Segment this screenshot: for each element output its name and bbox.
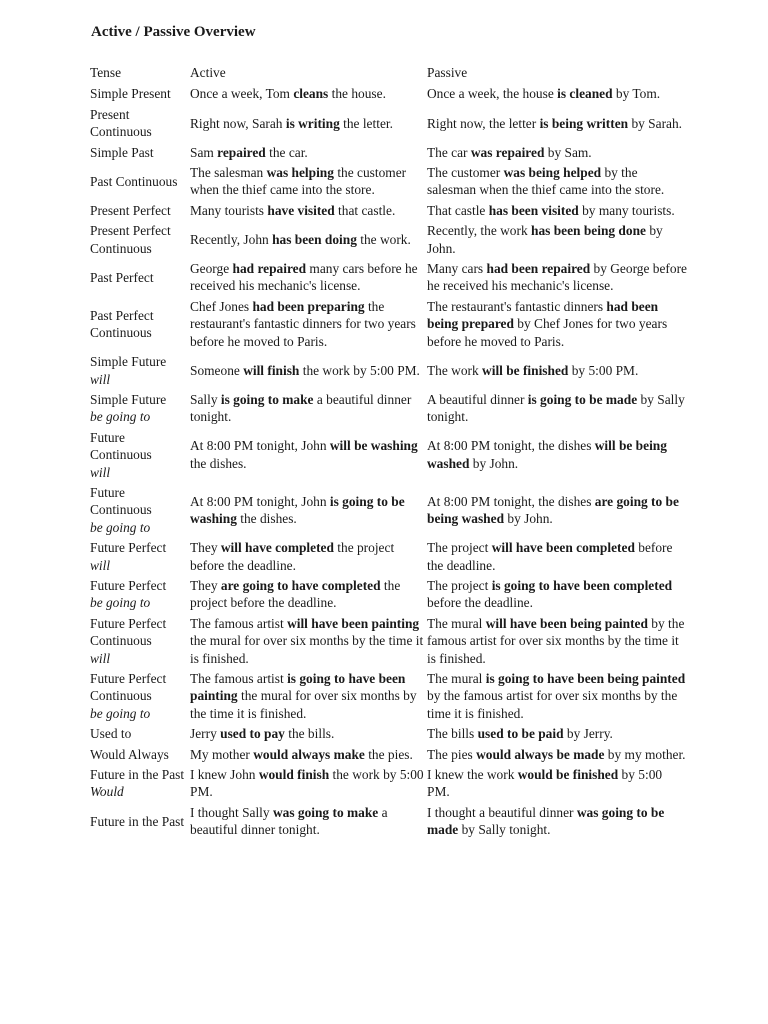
- active-sentence: [189, 389, 426, 427]
- active-sentence: [189, 744, 426, 764]
- table-row: [89, 669, 689, 724]
- sentence-text: by the famous artist for over six months by the time it is finished.: [427, 688, 678, 721]
- tense-aspect: Would: [90, 784, 124, 800]
- tense-name: Simple Future: [90, 354, 167, 370]
- sentence-text: the pies.: [364, 746, 413, 762]
- verb-phrase: used to be paid: [477, 726, 564, 742]
- tense-aspect: be going to: [90, 519, 151, 535]
- tense-name: Future Continuous: [90, 429, 152, 463]
- sentence-text: The mural: [427, 671, 486, 686]
- active-sentence: [189, 427, 426, 482]
- sentence-text: Right now, the letter: [427, 115, 540, 131]
- table-row: [89, 802, 689, 840]
- table-row: [89, 389, 689, 427]
- table-row: [89, 427, 689, 482]
- active-sentence: [189, 724, 426, 744]
- sentence-text: I knew John: [190, 767, 259, 783]
- sentence-text: by Sarah.: [628, 115, 683, 131]
- sentence-text: Someone: [190, 362, 244, 378]
- passive-sentence: [426, 389, 689, 427]
- active-sentence: [189, 669, 426, 724]
- table-header-row: [89, 62, 689, 84]
- sentence-text: a beautiful dinner tonight.: [190, 804, 388, 838]
- active-sentence: [189, 104, 426, 142]
- passive-sentence: [426, 296, 689, 351]
- sentence-text: the work.: [356, 231, 411, 247]
- sentence-text: Many tourists: [190, 202, 268, 218]
- passive-sentence: [426, 802, 689, 840]
- sentence-text: At 8:00 PM tonight, John: [190, 493, 330, 509]
- sentence-text: Recently, the work: [427, 223, 531, 239]
- active-sentence: [189, 142, 426, 162]
- verb-phrase: will finish: [243, 362, 300, 378]
- sentence-text: by Chef Jones for two years before he moved to Paris.: [427, 316, 668, 349]
- table-row: [89, 296, 689, 351]
- sentence-text: They: [190, 577, 221, 593]
- header-active: Active: [190, 64, 226, 80]
- tense-aspect: be going to: [90, 595, 151, 611]
- verb-phrase: have visited: [267, 202, 335, 218]
- tense-table-body: [89, 62, 689, 840]
- table-row: [89, 221, 689, 259]
- sentence-text: by the salesman when the thief came into the store.: [427, 165, 665, 198]
- tense-cell: [89, 352, 189, 390]
- verb-phrase: used to pay: [220, 726, 285, 742]
- passive-sentence: [426, 575, 689, 613]
- passive-sentence: [426, 163, 689, 201]
- tense-aspect: will: [90, 557, 111, 573]
- sentence-text: The salesman: [190, 165, 267, 181]
- sentence-text: The project: [427, 540, 492, 556]
- active-sentence: [189, 352, 426, 390]
- table-row: [89, 575, 689, 613]
- active-sentence: [189, 200, 426, 220]
- verb-phrase: was repaired: [470, 144, 545, 160]
- verb-phrase: has been being done: [531, 223, 646, 239]
- tense-cell: [89, 765, 189, 803]
- passive-sentence: [426, 613, 689, 668]
- sentence-text: by many tourists.: [578, 202, 675, 218]
- sentence-text: by John.: [469, 455, 519, 471]
- tense-name: Future Perfect: [90, 577, 167, 593]
- table-row: [89, 142, 689, 162]
- verb-phrase: is going to be washing: [190, 493, 405, 527]
- verb-phrase: are going to be being washed: [427, 493, 679, 527]
- tense-name: Future Perfect: [90, 540, 167, 556]
- table-row: [89, 163, 689, 201]
- tense-cell: [89, 259, 189, 297]
- sentence-text: the house.: [328, 86, 386, 102]
- verb-phrase: are going to have completed: [220, 577, 381, 593]
- sentence-text: The famous artist: [190, 615, 288, 631]
- verb-phrase: is going to make: [220, 391, 314, 407]
- tense-cell: [89, 296, 189, 351]
- sentence-text: A beautiful dinner: [427, 391, 528, 407]
- tense-cell: [89, 482, 189, 537]
- verb-phrase: would be finished: [517, 767, 619, 783]
- tense-name: Present Continuous: [90, 106, 152, 140]
- sentence-text: the bills.: [284, 726, 335, 742]
- tense-cell: [89, 84, 189, 104]
- tense-name: Present Perfect Continuous: [90, 223, 171, 256]
- tense-cell: [89, 389, 189, 427]
- sentence-text: that castle.: [334, 202, 396, 218]
- verb-phrase: would always be made: [476, 746, 605, 762]
- sentence-text: My mother: [190, 746, 254, 762]
- tense-cell: [89, 575, 189, 613]
- tense-name: Past Continuous: [90, 173, 178, 189]
- passive-sentence: [426, 142, 689, 162]
- sentence-text: The famous artist: [190, 671, 288, 686]
- sentence-text: the mural for over six months by the time it is finished.: [190, 633, 424, 666]
- verb-phrase: had been preparing: [252, 298, 365, 314]
- verb-phrase: is being written: [539, 115, 629, 131]
- sentence-text: by John.: [504, 511, 553, 527]
- table-row: [89, 744, 689, 764]
- sentence-text: by Sam.: [544, 144, 592, 160]
- sentence-text: Recently, John: [190, 231, 273, 247]
- table-row: [89, 765, 689, 803]
- active-sentence: [189, 802, 426, 840]
- tense-name: Future in the Past: [90, 813, 185, 829]
- active-sentence: [189, 575, 426, 613]
- verb-phrase: had repaired: [232, 261, 307, 277]
- sentence-text: Sam: [190, 144, 218, 160]
- verb-phrase: is going to have been completed: [491, 577, 673, 593]
- passive-sentence: [426, 724, 689, 744]
- verb-phrase: repaired: [217, 144, 266, 160]
- sentence-text: by Sally tonight.: [427, 391, 685, 425]
- sentence-text: the car.: [265, 144, 308, 160]
- active-sentence: [189, 613, 426, 668]
- verb-phrase: will have been being painted: [485, 615, 648, 631]
- tense-cell: [89, 163, 189, 201]
- sentence-text: At 8:00 PM tonight, John: [190, 438, 330, 454]
- verb-phrase: is going to have been painting: [190, 671, 406, 704]
- sentence-text: The customer: [427, 165, 504, 181]
- sentence-text: the mural for over six months by the time it is finished.: [190, 688, 417, 721]
- sentence-text: I thought Sally: [190, 804, 273, 820]
- passive-sentence: [426, 427, 689, 482]
- tense-cell: [89, 724, 189, 744]
- tense-cell: [89, 744, 189, 764]
- header-passive: Passive: [427, 64, 468, 80]
- verb-phrase: was going to be made: [427, 804, 665, 838]
- verb-phrase: will be washing: [329, 438, 418, 454]
- sentence-text: the work by 5:00 PM.: [190, 767, 424, 800]
- active-sentence: [189, 296, 426, 351]
- table-row: [89, 259, 689, 297]
- passive-sentence: [426, 104, 689, 142]
- verb-phrase: was going to make: [272, 804, 379, 820]
- sentence-text: Once a week, the house: [427, 86, 558, 102]
- active-sentence: [189, 482, 426, 537]
- sentence-text: by 5:00 PM.: [427, 767, 663, 800]
- passive-sentence: [426, 765, 689, 803]
- sentence-text: the customer when the thief came into the store.: [190, 165, 407, 198]
- sentence-text: by 5:00 PM.: [568, 362, 639, 378]
- verb-phrase: was helping: [266, 165, 334, 181]
- sentence-text: The car: [427, 144, 471, 160]
- tense-name: Would Always: [90, 746, 169, 762]
- tense-name: Future Perfect Continuous: [90, 615, 167, 649]
- sentence-text: by the famous artist for over six months by the time it is finished.: [427, 615, 685, 666]
- sentence-text: a beautiful dinner tonight.: [190, 391, 412, 425]
- passive-sentence: [426, 352, 689, 390]
- sentence-text: Right now, Sarah: [190, 115, 286, 131]
- sentence-text: The pies: [427, 746, 477, 762]
- sentence-text: the dishes.: [236, 511, 297, 527]
- tense-name: Simple Past: [90, 144, 154, 160]
- tense-aspect: will: [90, 464, 111, 480]
- sentence-text: many cars before he received his mechanic's license.: [190, 261, 418, 294]
- tense-name: Simple Future: [90, 391, 167, 407]
- sentence-text: before the deadline.: [427, 595, 533, 611]
- tense-name: Past Perfect: [90, 269, 154, 285]
- tense-cell: [89, 200, 189, 220]
- tense-cell: [89, 669, 189, 724]
- table-row: [89, 200, 689, 220]
- sentence-text: The restaurant's fantastic dinners: [427, 298, 607, 314]
- sentence-text: At 8:00 PM tonight, the dishes: [427, 438, 595, 454]
- sentence-text: That castle: [427, 202, 489, 218]
- sentence-text: Once a week, Tom: [190, 86, 294, 102]
- passive-sentence: [426, 84, 689, 104]
- sentence-text: the letter.: [339, 115, 393, 131]
- sentence-text: Chef Jones: [190, 298, 253, 314]
- verb-phrase: will be finished: [482, 362, 569, 378]
- tense-name: Past Perfect Continuous: [90, 307, 154, 340]
- passive-sentence: [426, 669, 689, 724]
- tense-name: Future Perfect Continuous: [90, 671, 167, 704]
- tense-cell: [89, 427, 189, 482]
- verb-phrase: would finish: [258, 767, 330, 783]
- active-sentence: [189, 538, 426, 576]
- passive-sentence: [426, 482, 689, 537]
- tense-name: Simple Present: [90, 86, 171, 102]
- verb-phrase: will have completed: [220, 540, 334, 556]
- active-sentence: [189, 84, 426, 104]
- tense-cell: [89, 802, 189, 840]
- tense-cell: [89, 221, 189, 259]
- table-row: [89, 84, 689, 104]
- verb-phrase: was being helped: [503, 165, 602, 181]
- sentence-text: They: [190, 540, 221, 556]
- tense-cell: [89, 613, 189, 668]
- verb-phrase: had been repaired: [486, 261, 591, 277]
- passive-sentence: [426, 200, 689, 220]
- tense-name: Future Continuous: [90, 484, 152, 518]
- sentence-text: the project before the deadline.: [190, 577, 401, 611]
- sentence-text: Sally: [190, 391, 221, 407]
- sentence-text: by Tom.: [612, 86, 661, 102]
- sentence-text: Jerry: [190, 726, 221, 742]
- table-row: [89, 482, 689, 537]
- table-row: [89, 724, 689, 744]
- verb-phrase: is going to have been being painted: [485, 671, 686, 686]
- sentence-text: by George before he received his mechanic's license.: [427, 261, 687, 294]
- tense-cell: [89, 142, 189, 162]
- active-sentence: [189, 765, 426, 803]
- sentence-text: The bills: [427, 726, 478, 742]
- sentence-text: The work: [427, 362, 483, 378]
- table-row: [89, 613, 689, 668]
- verb-phrase: will be being washed: [427, 438, 667, 471]
- tense-cell: [89, 538, 189, 576]
- table-row: [89, 352, 689, 390]
- sentence-text: the project before the deadline.: [190, 540, 395, 573]
- verb-phrase: cleans: [293, 86, 329, 102]
- sentence-text: I knew the work: [427, 767, 518, 783]
- verb-phrase: is cleaned: [557, 86, 613, 102]
- verb-phrase: will have been completed: [491, 540, 635, 556]
- passive-sentence: [426, 538, 689, 576]
- sentence-text: At 8:00 PM tonight, the dishes: [427, 493, 595, 509]
- table-row: [89, 104, 689, 142]
- tense-name: Used to: [90, 726, 132, 742]
- sentence-text: Many cars: [427, 261, 487, 277]
- sentence-text: by my mother.: [604, 746, 686, 762]
- verb-phrase: will have been painting: [287, 615, 420, 631]
- active-sentence: [189, 259, 426, 297]
- sentence-text: the dishes.: [190, 455, 247, 471]
- sentence-text: by John.: [427, 223, 663, 256]
- verb-phrase: had been being prepared: [427, 298, 659, 332]
- verb-phrase: is writing: [285, 115, 340, 131]
- tense-cell: [89, 104, 189, 142]
- passive-sentence: [426, 744, 689, 764]
- active-sentence: [189, 221, 426, 259]
- sentence-text: before the deadline.: [427, 540, 673, 573]
- tense-table: [89, 62, 689, 840]
- tense-aspect: be going to: [90, 705, 151, 721]
- tense-aspect: will: [90, 371, 111, 387]
- sentence-text: I thought a beautiful dinner: [427, 804, 577, 820]
- sentence-text: The project: [427, 577, 492, 593]
- verb-phrase: has been visited: [488, 202, 579, 218]
- passive-sentence: [426, 221, 689, 259]
- verb-phrase: would always make: [253, 746, 365, 762]
- header-tense: Tense: [90, 64, 122, 80]
- sentence-text: The mural: [427, 615, 486, 631]
- tense-name: Present Perfect: [90, 202, 171, 218]
- table-row: [89, 538, 689, 576]
- passive-sentence: [426, 259, 689, 297]
- active-sentence: [189, 163, 426, 201]
- verb-phrase: is going to be made: [527, 391, 638, 407]
- sentence-text: by Sally tonight.: [458, 822, 551, 838]
- verb-phrase: has been doing: [272, 231, 357, 247]
- sentence-text: the restaurant's fantastic dinners for two years before he moved to Paris.: [190, 298, 416, 349]
- tense-aspect: be going to: [90, 409, 151, 425]
- sentence-text: by Jerry.: [563, 726, 613, 742]
- tense-aspect: will: [90, 650, 111, 666]
- sentence-text: the work by 5:00 PM.: [299, 362, 420, 378]
- page-title: Active / Passive Overview: [91, 24, 256, 40]
- tense-name: Future in the Past: [90, 767, 185, 783]
- sentence-text: George: [190, 261, 233, 277]
